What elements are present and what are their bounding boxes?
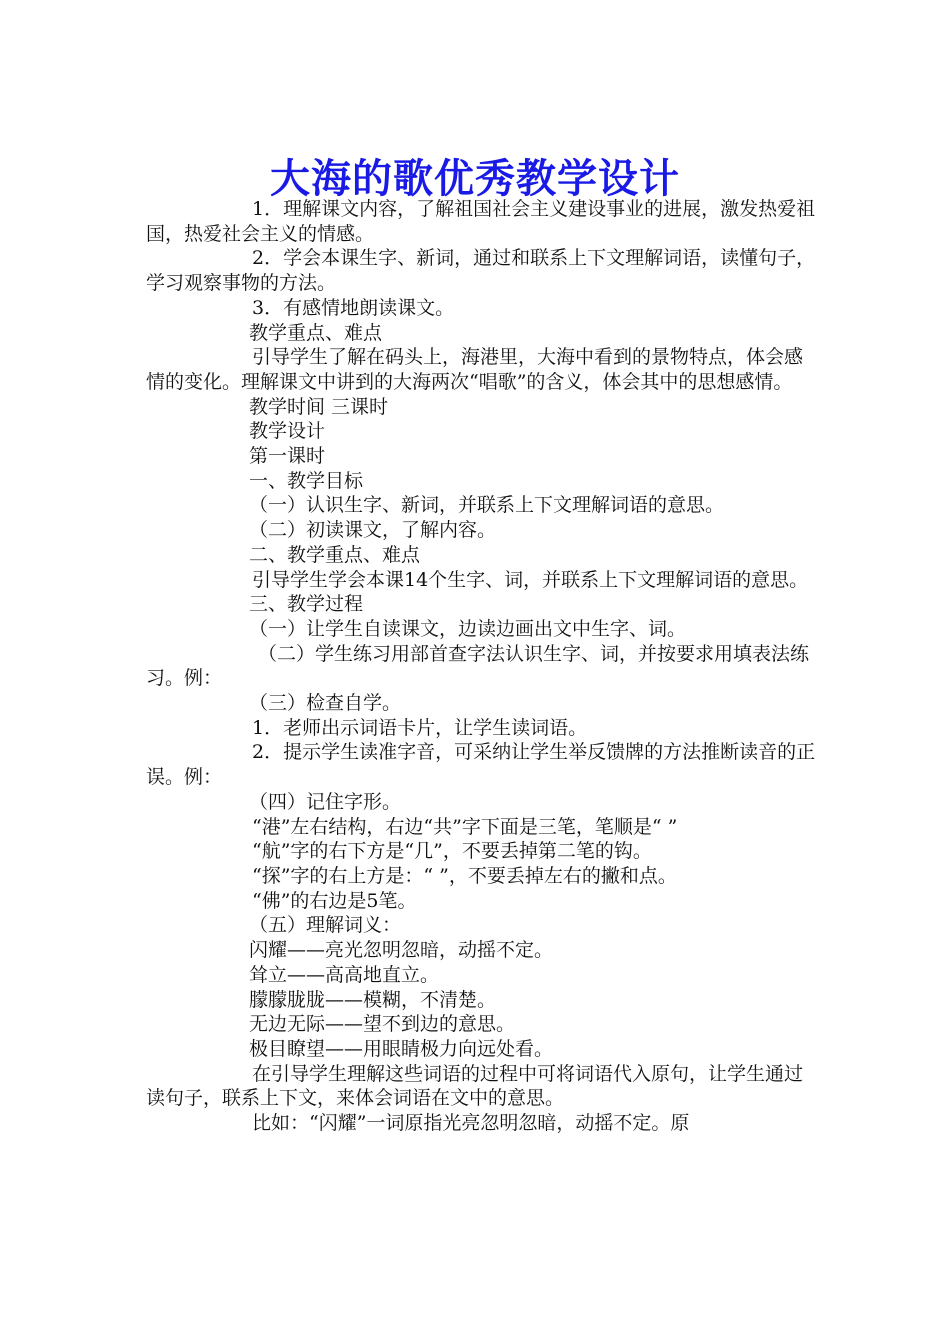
paragraph: 教学重点、难点 <box>249 321 383 344</box>
paragraph: 引导学生学会本课14个生字、词，并联系上下文理解词语的意思。 <box>252 568 809 591</box>
paragraph: 3．有感情地朗读课文。 <box>252 296 455 319</box>
paragraph: 1．老师出示词语卡片，让学生读词语。 <box>252 716 588 739</box>
paragraph: 无边无际——望不到边的意思。 <box>249 1013 516 1036</box>
paragraph: 第一课时 <box>249 445 326 468</box>
paragraph: （一）让学生自读课文，边读边画出文中生字、词。 <box>249 617 687 640</box>
paragraph: “航”字的右下方是“几”，不要丢掉第二笔的钩。 <box>252 840 652 863</box>
paragraph: 在引导学生理解这些词语的过程中可将词语代入原句，让学生通过读句子，联系上下文，来体会词语在文中的意思。 <box>146 1062 804 1110</box>
paragraph: 教学设计 <box>249 420 326 443</box>
paragraph: 教学时间 三课时 <box>249 395 389 418</box>
paragraph: 1．理解课文内容，了解祖国社会主义建设事业的进展，激发热爱祖国，热爱社会主义的情感。 <box>146 198 816 245</box>
paragraph: 2．提示学生读准字音，可采纳让学生举反馈牌的方法推断读音的正误。例： <box>146 741 816 789</box>
paragraph: 2．学会本课生字、新词，通过和联系上下文理解词语，读懂句子，学习观察事物的方法。 <box>146 247 816 295</box>
paragraph: “探”字的右上方是：“ ”，不要丢掉左右的撇和点。 <box>252 864 677 887</box>
paragraph: 三、教学过程 <box>249 593 364 616</box>
document-body <box>146 197 816 1136</box>
paragraph: “港”左右结构，右边“共”字下面是三笔，笔顺是“ ” <box>252 815 678 838</box>
paragraph: 二、教学重点、难点 <box>249 543 421 566</box>
paragraph: （四）记住字形。 <box>249 790 402 813</box>
paragraph: 极目瞭望——用眼睛极力向远处看。 <box>249 1037 554 1060</box>
paragraph: 引导学生了解在码头上，海港里，大海中看到的景物特点，体会感情的变化。理解课文中讲到的大海两次“唱歌”的含义，体会其中的思想感情。 <box>146 346 804 393</box>
paragraph: （二）初读课文，了解内容。 <box>249 519 497 542</box>
paragraph: 耸立——高高地直立。 <box>249 963 440 986</box>
paragraph: （三）检查自学。 <box>249 692 402 715</box>
document-title: 大海的歌优秀教学设计 <box>270 155 680 202</box>
paragraph: 比如：“闪耀”一词原指光亮忽明忽暗，动摇不定。原 <box>252 1112 690 1135</box>
paragraph: “佛”的右边是5笔。 <box>252 889 417 912</box>
paragraph: （一）认识生字、新词，并联系上下文理解词语的意思。 <box>249 494 725 517</box>
paragraph: 闪耀——亮光忽明忽暗，动摇不定。 <box>249 939 554 962</box>
paragraph: （二）学生练习用部首查字法认识生字、词，并按要求用填表法练习。例： <box>146 642 810 690</box>
paragraph: 一、教学目标 <box>249 469 364 492</box>
paragraph: 朦朦胧胧——模糊，不清楚。 <box>249 988 497 1011</box>
paragraph: （五）理解词义： <box>249 914 402 937</box>
